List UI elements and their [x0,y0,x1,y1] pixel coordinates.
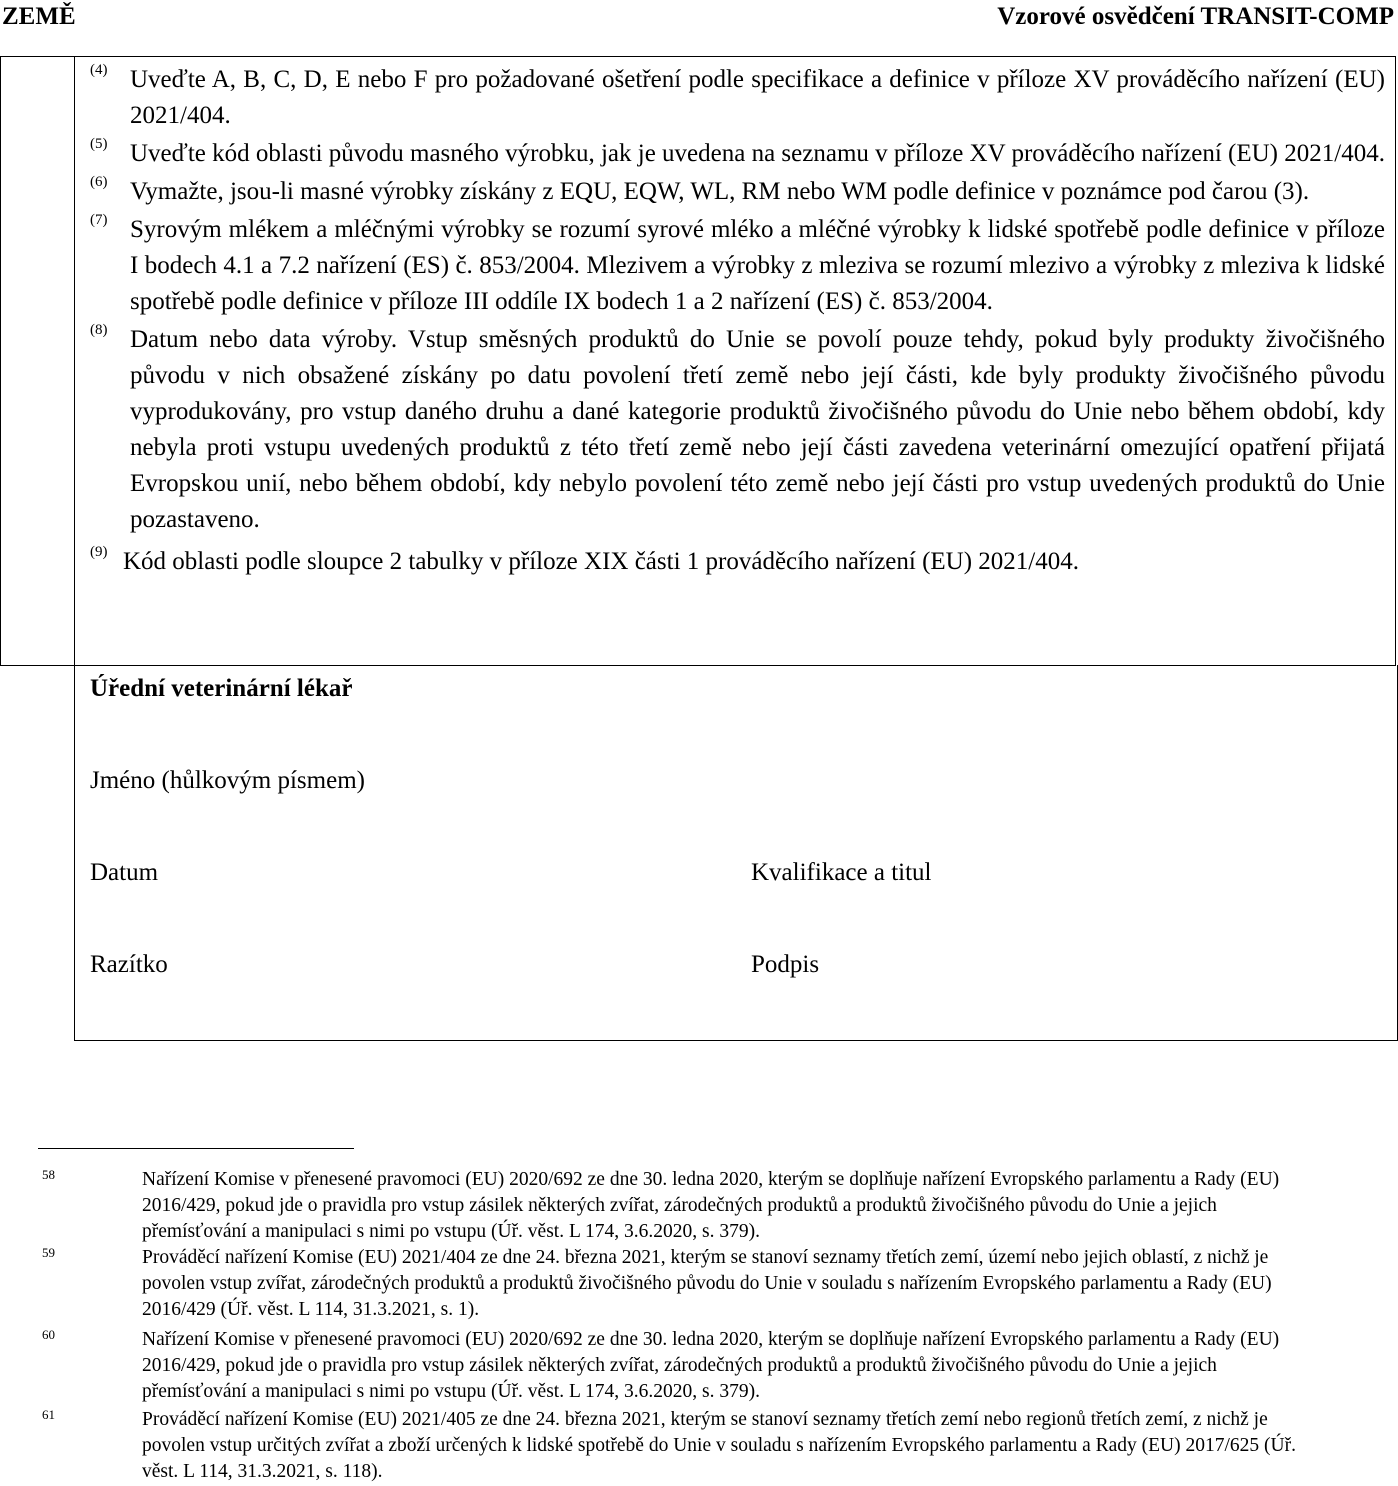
signature-label: Podpis [751,951,820,978]
note-number: (9) [90,544,108,560]
note-text: Kód oblasti podle sloupce 2 tabulky v příloze XIX části 1 prováděcího nařízení (EU) 2021/404. [123,548,1080,575]
note-number: (7) [90,212,108,228]
notes-list [75,62,1385,582]
note-6 [75,174,1385,210]
name-label: Jméno (hůlkovým písmem) [90,767,365,794]
stamp-label: Razítko [90,951,168,978]
note-text: Datum nebo data výroby. Vstup směsných produktů do Unie se povolí pouze tehdy, pokud byly produkty živočišného původu v nich obsažené získány po datu povolení třetí země nebo její části, kde byly produkty živočišného původu vyprodukovány, pro vstup daného druhu a dané kategorie produktů živočišného původu do Unie nebo během období, kdy nebyla proti vstupu uvedených produktů z této třetí země nebo její části zavedena veterinární omezující opatření přijatá Evropskou unií, nebo během období, kdy nebylo povolení této země nebo její části pro vstup uvedených produktů do Unie pozastaveno. [130,326,1385,533]
date-label: Datum [90,859,159,886]
note-9 [75,544,1385,580]
note-8 [75,322,1385,538]
qualification-label: Kvalifikace a titul [751,859,932,886]
note-7 [75,212,1385,320]
footnote-number: 59 [42,1245,55,1260]
note-number: (4) [90,62,108,78]
note-number: (5) [90,136,108,152]
note-text: Uveďte kód oblasti původu masného výrobku, jak je uvedena na seznamu v příloze XV prováděcího nařízení (EU) 2021/404. [130,140,1385,167]
header-certificate-title: Vzorové osvědčení TRANSIT-COMP [997,3,1394,30]
footnote-number: 61 [42,1407,55,1422]
footnote-separator [38,1148,354,1149]
note-number: (8) [90,322,108,338]
footnote-text: Prováděcí nařízení Komise (EU) 2021/405 ze dne 24. března 2021, kterým se stanoví seznamy třetích zemí nebo regionů třetích zemí, z nichž je povolen vstup určitých zvířat a zboží určených k lidské spotřebě do Unie v souladu s nařízením Evropského parlamentu a Rady (EU) 2017/625 (Úř. věst. L 114, 31.3.2021, s. 118). [142,1409,1296,1482]
footnote-number: 60 [42,1327,55,1342]
footnote-text: Nařízení Komise v přenesené pravomoci (EU) 2020/692 ze dne 30. ledna 2020, kterým se doplňuje nařízení Evropského parlamentu a Rady (EU) 2016/429, pokud jde o pravidla pro vstup zásilek některých zvířat, zárodečných produktů a produktů živočišného původu do Unie a jejich přemísťování a manipulaci s nimi po vstupu (Úř. věst. L 174, 3.6.2020, s. 379). [142,1169,1280,1242]
note-4 [75,62,1385,134]
footnote-text: Prováděcí nařízení Komise (EU) 2021/404 ze dne 24. března 2021, kterým se stanoví seznamy třetích zemí, území nebo jejich oblastí, z nichž je povolen vstup zvířat, zárodečných produktů a produktů živočišného původu do Unie v souladu s nařízením Evropského parlamentu a Rady (EU) 2016/429 (Úř. věst. L 114, 31.3.2021, s. 1). [142,1247,1272,1320]
note-text: Syrovým mlékem a mléčnými výrobky se rozumí syrové mléko a mléčné výrobky k lidské spotřebě podle definice v příloze I bodech 4.1 a 7.2 nařízení (ES) č. 853/2004. Mlezivem a výrobky z mleziva se rozumí mlezivo a výrobky z mleziva k lidské spotřebě podle definice v příloze III oddíle IX bodech 1 a 2 nařízení (ES) č. 853/2004. [130,216,1385,315]
signature-box [74,665,1398,1041]
official-veterinarian-title: Úřední veterinární lékař [90,675,353,702]
note-text: Uveďte A, B, C, D, E nebo F pro požadované ošetření podle specifikace a definice v příloze XV prováděcího nařízení (EU) 2021/404. [130,66,1385,129]
footnote-text: Nařízení Komise v přenesené pravomoci (EU) 2020/692 ze dne 30. ledna 2020, kterým se doplňuje nařízení Evropského parlamentu a Rady (EU) 2016/429, pokud jde o pravidla pro vstup zásilek některých zvířat, zárodečných produktů a produktů živočišného původu do Unie a jejich přemísťování a manipulaci s nimi po vstupu (Úř. věst. L 174, 3.6.2020, s. 379). [142,1329,1280,1402]
note-number: (6) [90,174,108,190]
footnote-number: 58 [42,1167,55,1182]
note-text: Vymažte, jsou-li masné výrobky získány z EQU, EQW, WL, RM nebo WM podle definice v poznámce pod čarou (3). [130,178,1310,205]
header-country: ZEMĚ [2,3,76,30]
note-5 [75,136,1385,172]
